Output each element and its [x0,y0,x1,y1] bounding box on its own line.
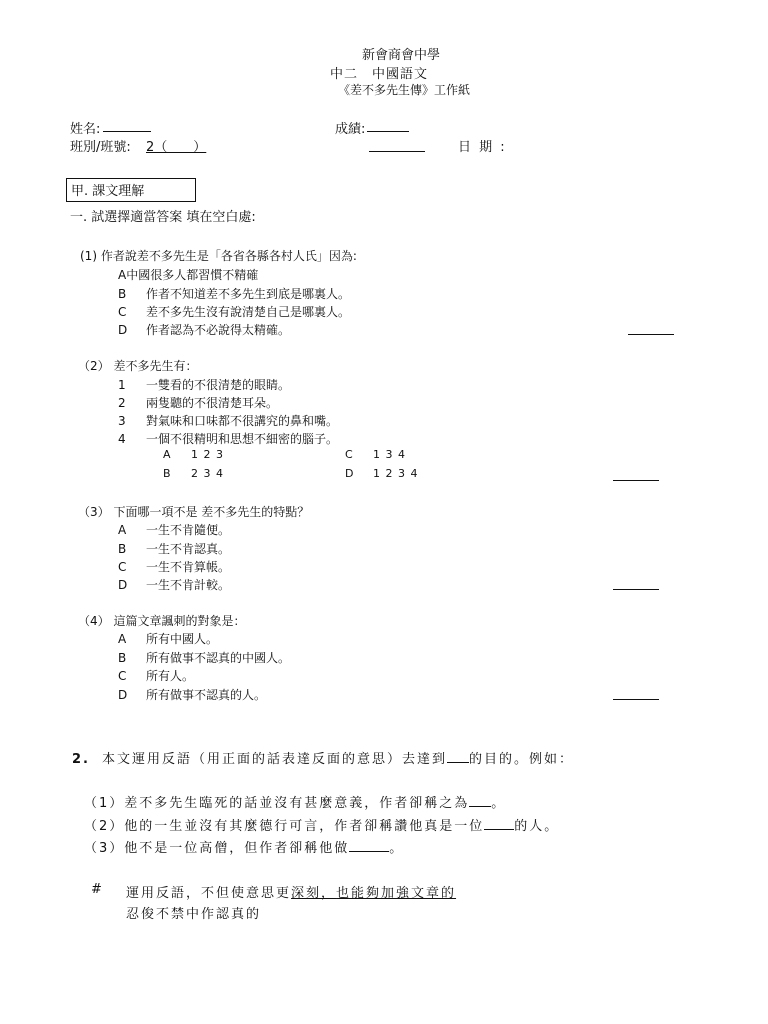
item-number: 4 [118,432,126,446]
part2-line-3 [84,837,404,856]
part2-line-2 [84,815,559,834]
option-letter: D [118,688,128,702]
option-text: 所有中國人。 [146,632,219,646]
line-number: （2） [84,819,125,834]
score-blank [367,131,409,132]
q1-answer-blank [628,334,674,335]
line-end: 。 [491,796,507,811]
class-label: 班別/班號: [70,140,131,155]
name-blank [103,131,151,132]
score-label: 成績: [335,122,366,137]
option-text: 所有人。 [146,669,195,683]
line-number: （1） [84,796,125,811]
choice-letter: B [163,467,172,480]
line-blank [349,839,389,852]
grade-subject: 中二 中國語文 [330,67,429,82]
q4-option-d [118,686,266,703]
line-text: 差不多先生臨死的話並沒有甚麼意義，作者卻稱之為 [124,796,470,811]
part2-intro-text-b: 的目的。例如： [469,752,575,767]
q1-stem: (1) 作者說差不多先生是「各省各縣各村人氏」因為: [80,249,357,263]
part2-note-line2: 忍俊不禁中作認真的 [126,907,262,922]
q2-answer-blank [613,480,659,481]
option-letter: B [118,542,127,556]
choice-text: 1 3 4 [373,448,406,461]
q2-stem: （2） 差不多先生有： [78,359,198,373]
note-text-a: 運用反語，不但使意思更 [126,886,292,901]
item-number: 1 [118,378,126,392]
option-text: 中國很多人都習慣不精確 [126,268,259,282]
option-text: 一生不肯計較。 [146,578,231,592]
option-text: 所有做事不認真的中國人。 [146,651,291,665]
item-text: 一個不很精明和思想不細密的腦子。 [146,432,339,446]
q2-choice-c [345,448,406,461]
q2-choice-a [163,448,224,461]
option-letter: D [118,578,128,592]
option-letter: A [118,632,127,646]
q4-option-b [118,649,290,666]
part2-intro-blank [447,750,469,763]
part2-line-1 [84,792,506,811]
option-letter: B [118,287,127,301]
q1-option-c [118,303,350,320]
q4-option-c [118,667,194,684]
choice-text: 1 2 3 4 [373,467,419,480]
school-name: 新會商會中學 [362,48,441,63]
option-text: 所有做事不認真的人。 [146,688,267,702]
option-letter: A [118,268,127,282]
q3-option-b [118,540,230,557]
class-number [146,136,206,155]
item-number: 3 [118,414,126,428]
q1-option-d [118,321,290,338]
section-title: 甲. 課文理解 [66,178,196,202]
q3-stem: （3） 下面哪一項不是 差不多先生的特點？ [78,505,310,519]
option-letter: D [118,323,128,337]
q1-option-a [118,266,258,283]
choice-letter: A [163,448,172,461]
item-text: 對氣味和口味都不很講究的鼻和嘴。 [146,414,339,428]
line-end: 的人。 [514,819,560,834]
part2-note-mark: # [91,882,104,897]
choice-text: 1 2 3 [191,448,224,461]
option-text: 作者不知道差不多先生到底是哪裏人。 [146,287,351,301]
q4-stem: （4） 這篇文章諷刺的對象是： [78,614,246,628]
class-value: 2（ ） [146,140,207,155]
q3-answer-blank [613,589,659,590]
part2-note-line1 [126,882,456,901]
q3-option-d [118,576,230,593]
q4-answer-blank [613,699,659,700]
section-instruction: 一. 試選擇適當答案 填在空白處: [70,210,256,225]
option-text: 一生不肯隨便。 [146,523,231,537]
date-blank [369,151,425,152]
option-text: 一生不肯認真。 [146,542,231,556]
q2-item-1 [118,376,290,393]
line-number: （3） [84,841,125,856]
option-letter: C [118,669,127,683]
part2-intro-text-a: 本文運用反語（用正面的話表達反面的意思）去達到 [102,752,448,767]
q2-item-3 [118,412,338,429]
item-text: 兩隻聽的不很清楚耳朵。 [146,396,279,410]
date-label: 日 期 : [458,140,507,155]
choice-letter: D [345,467,355,480]
line-blank [484,817,514,830]
line-text: 他的一生並沒有其麼德行可言，作者卻稱讚他真是一位 [124,819,485,834]
item-text: 一雙看的不很清楚的眼睛。 [146,378,291,392]
q3-option-a [118,521,230,538]
part2-number: 2. [72,752,90,767]
line-text: 他不是一位高僧，但作者卻稱他做 [124,841,350,856]
option-letter: C [118,560,127,574]
q2-choice-d [345,467,418,480]
name-label: 姓名: [70,122,101,137]
option-letter: C [118,305,127,319]
q2-item-4 [118,430,338,447]
item-number: 2 [118,396,126,410]
q4-option-a [118,630,218,647]
part2-intro [72,748,574,767]
option-text: 作者認為不必說得太精確。 [146,323,291,337]
note-text-b: 也能夠加強文章的 [336,886,457,901]
worksheet-title: 《差不多先生傳》工作紙 [338,83,471,97]
option-letter: B [118,651,127,665]
line-blank [469,794,491,807]
q2-choice-b [163,467,224,480]
note-text-underlined: 深刻， [291,886,337,901]
choice-text: 2 3 4 [191,467,224,480]
q2-item-2 [118,394,278,411]
option-text: 差不多先生沒有說清楚自己是哪裏人。 [146,305,351,319]
q1-option-b [118,285,350,302]
q3-option-c [118,558,230,575]
option-letter: A [118,523,127,537]
line-end: 。 [389,841,405,856]
choice-letter: C [345,448,354,461]
option-text: 一生不肯算帳。 [146,560,231,574]
